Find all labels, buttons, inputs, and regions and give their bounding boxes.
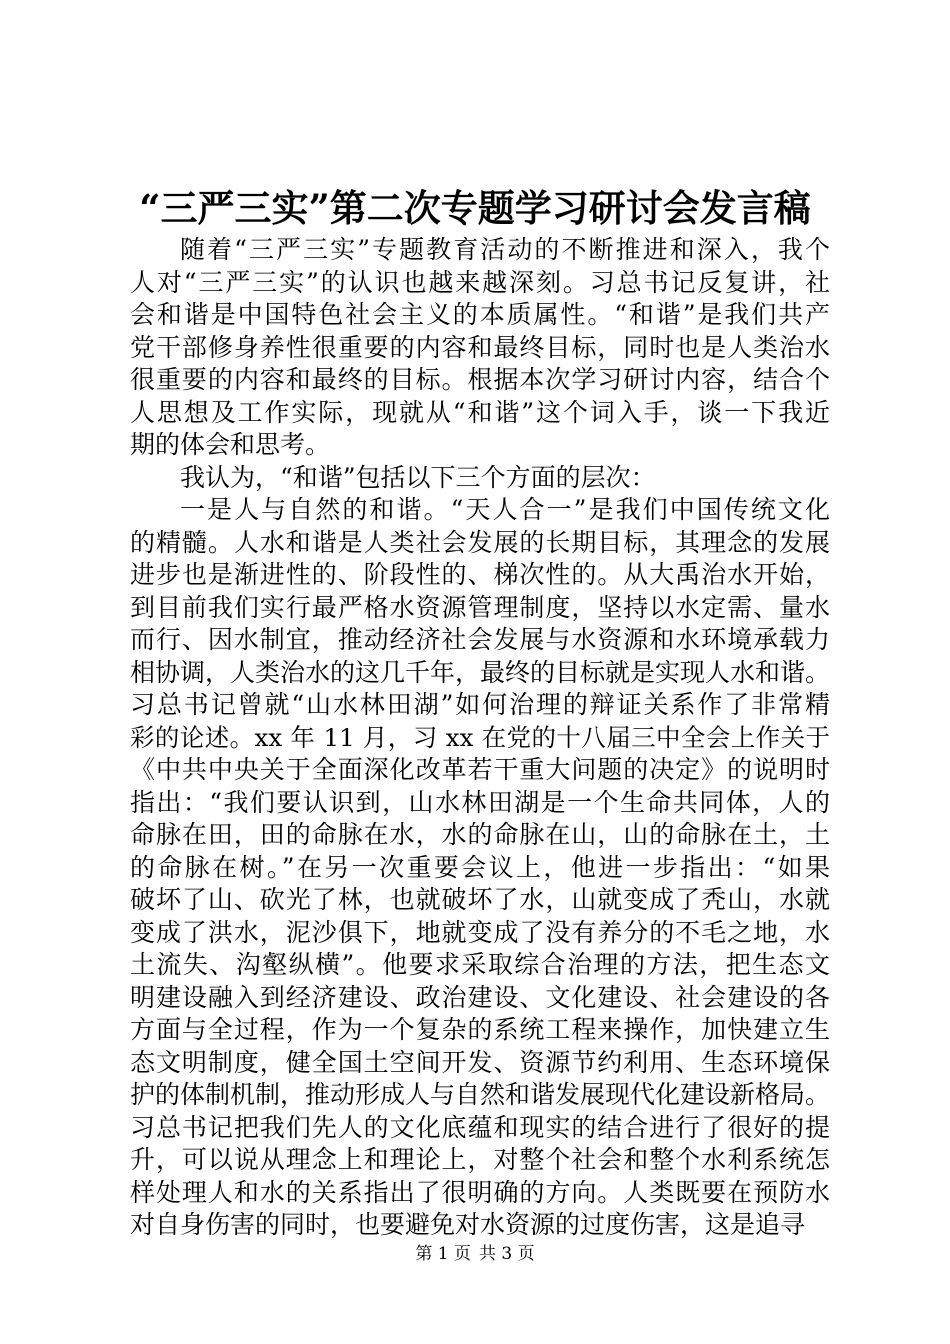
text-line: 指出：“我们要认识到，山水林田湖是一个生命共同体，人的 [130,787,830,817]
text-line: 进步也是渐进性的、阶段性的、梯次性的。从大禹治水开始， [130,560,830,589]
text-line: 方面与全过程，作为一个复杂的系统工程来操作，加快建立生 [130,1015,830,1044]
text-line: 明建设融入到经济建设、政治建设、文化建设、社会建设的各 [130,982,830,1012]
text-line: 人对“三严三实”的认识也越来越深刻。习总书记反复讲，社 [130,267,830,297]
text-line: 我认为，“和谐”包括以下三个方面的层次： [180,462,656,492]
text-line: 样处理人和水的关系指出了很明确的方向。人类既要在预防水 [130,1177,830,1207]
text-line: 习总书记把我们先人的文化底蕴和现实的结合进行了很好的提 [130,1112,830,1142]
text-line: 期的体会和思考。 [130,430,331,459]
page-total: 共 3 页 [479,1244,535,1264]
text-line: 护的体制机制，推动形成人与自然和谐发展现代化建设新格局。 [130,1080,831,1109]
text-line: 党干部修身养性很重要的内容和最终目标，同时也是人类治水 [130,332,830,362]
text-line: 破坏了山、砍光了林，也就破坏了水，山就变成了秃山，水就 [130,885,830,914]
paragraph [130,494,830,1242]
page-footer [0,1242,950,1266]
text-line: 而行、因水制宜，推动经济社会发展与水资源和水环境承载力 [130,625,830,654]
text-line: 彩的论述。xx 年 11 月，习 xx 在党的十八届三中全会上作关于 [130,722,830,752]
page-number: 第 1 页 [415,1244,471,1264]
text-line: 到目前我们实行最严格水资源管理制度，坚持以水定需、量水 [130,592,830,622]
text-line: 习总书记曾就“山水林田湖”如何治理的辩证关系作了非常精 [130,690,830,719]
text-line: 《中共中央关于全面深化改革若干重大问题的决定》的说明时 [130,755,830,784]
paragraph [130,462,830,495]
text-line: 随着“三严三实”专题教育活动的不断推进和深入，我个 [180,235,830,264]
text-line: 命脉在田，田的命脉在水，水的命脉在山，山的命脉在土，土 [130,820,830,849]
paragraph [130,234,830,462]
document-title: “三严三实”第二次专题学习研讨会发言稿 [139,186,811,230]
text-line: 很重要的内容和最终的目标。根据本次学习研讨内容，结合个 [130,365,830,394]
text-line: 对自身伤害的同时，也要避免对水资源的过度伤害，这是追寻 [130,1210,806,1239]
text-line: 土流失、沟壑纵横”。他要求采取综合治理的方法，把生态文 [130,950,830,979]
document-body [130,234,830,1242]
text-line: 升，可以说从理念上和理论上，对整个社会和整个水利系统怎 [130,1145,830,1174]
text-line: 态文明制度，健全国土空间开发、资源节约利用、生态环境保 [130,1047,830,1077]
text-line: 相协调，人类治水的这几千年，最终的目标就是实现人水和谐。 [130,657,831,687]
text-line: 变成了洪水，泥沙俱下，地就变成了没有养分的不毛之地，水 [130,917,830,947]
text-line: 的命脉在树。”在另一次重要会议上，他进一步指出：“如果 [130,852,830,882]
text-line: 会和谐是中国特色社会主义的本质属性。“和谐”是我们共产 [130,300,830,329]
text-line: 的精髓。人水和谐是人类社会发展的长期目标，其理念的发展 [130,527,830,557]
text-line: 一是人与自然的和谐。“天人合一”是我们中国传统文化 [180,495,830,524]
text-line: 人思想及工作实际，现就从“和谐”这个词入手，谈一下我近 [130,397,830,427]
